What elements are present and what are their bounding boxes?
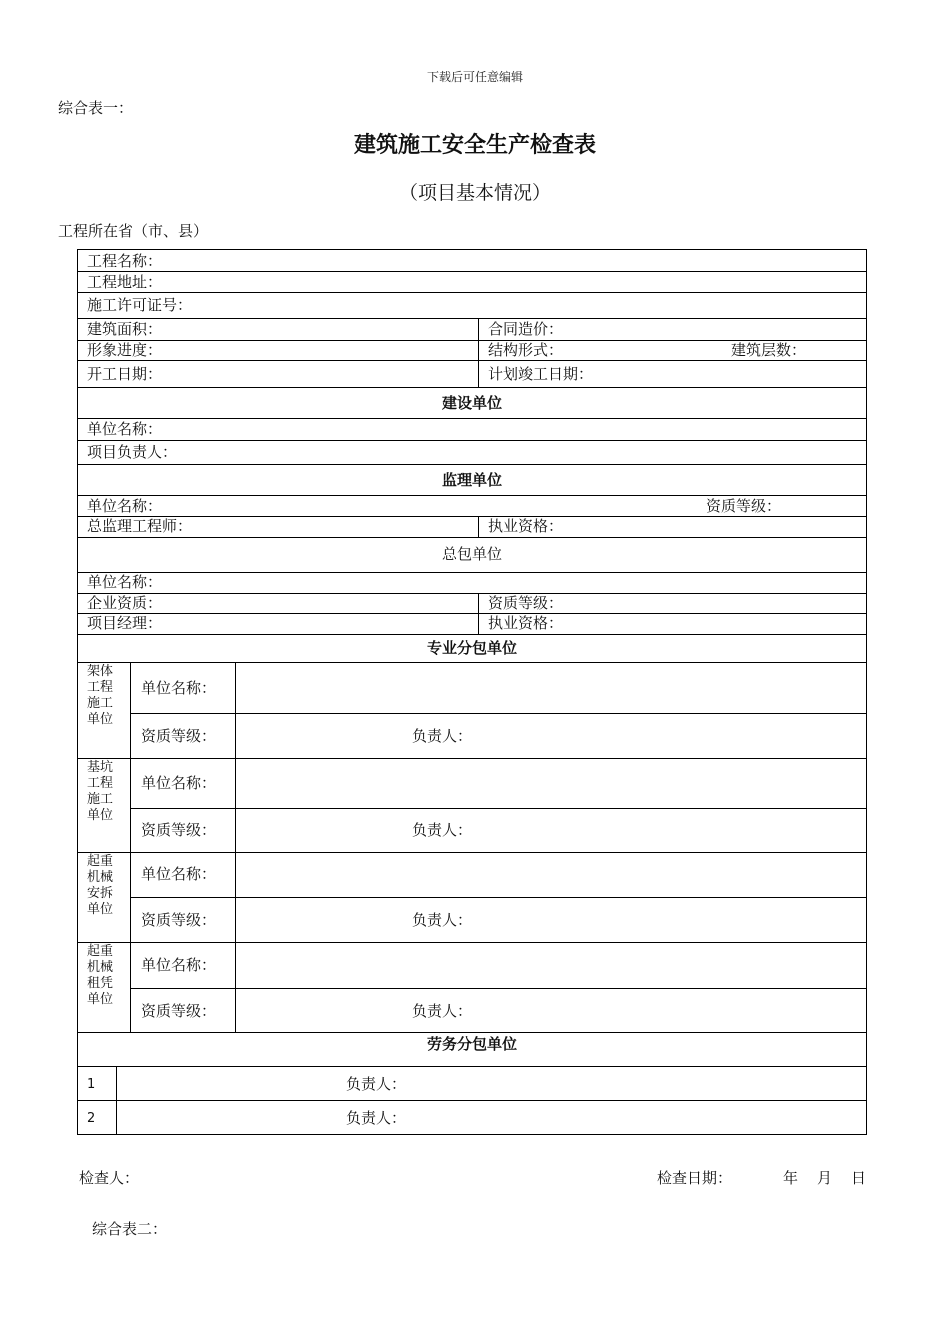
labor-section-header: 劳务分包单位 [426,1035,517,1053]
planned-completion-label: 计划竣工日期： [488,365,594,383]
building-area-label: 建筑面积： [87,320,163,338]
sheet-label-1: 综合表一： [58,99,134,117]
specialty-grade-label: 资质等级： [141,727,217,745]
project-manager-label: 项目经理： [87,614,163,632]
sheet-label-2: 综合表二： [92,1220,168,1238]
year-label: 年 [783,1169,799,1187]
owner-manager-label: 项目负责人： [87,443,178,461]
general-unit-name-label: 单位名称： [87,573,163,591]
specialty-group-label: 起重机械安拆单位 [87,854,114,917]
chief-supervisor-label: 总监理工程师： [87,517,193,535]
supervisor-unit-name-label: 单位名称： [87,497,163,515]
supervisor-grade-label: 资质等级： [706,497,782,515]
specialty-section-header: 专业分包单位 [426,639,517,657]
page-title: 建筑施工安全生产检查表 [353,133,596,158]
specialty-group-label: 架体工程施工单位 [87,664,114,727]
specialty-lead-label: 负责人： [412,821,473,839]
labor-row-number: 2 [87,1111,96,1126]
specialty-group-label: 起重机械租凭单位 [87,944,114,1007]
project-name-label: 工程名称： [87,252,163,270]
structure-type-label: 结构形式： [488,341,564,359]
supervisor-qualification-label: 执业资格： [488,517,564,535]
building-floors-label: 建筑层数： [731,341,807,359]
project-address-label: 工程地址： [87,273,163,291]
owner-section-header: 建设单位 [441,394,502,412]
contract-price-label: 合同造价： [488,320,564,338]
specialty-grade-label: 资质等级： [141,821,217,839]
specialty-unit-name-label: 单位名称： [141,774,217,792]
general-contractor-section-header: 总包单位 [441,545,502,563]
specialty-lead-label: 负责人： [412,727,473,745]
permit-number-label: 施工许可证号： [87,296,193,314]
month-label: 月 [817,1169,833,1187]
specialty-lead-label: 负责人： [412,911,473,929]
province-label: 工程所在省（市、县） [58,222,209,240]
owner-unit-name-label: 单位名称： [87,420,163,438]
labor-lead-label: 负责人： [346,1075,407,1093]
progress-label: 形象进度： [87,341,163,359]
day-label: 日 [851,1169,867,1187]
enterprise-qualification-label: 企业资质： [87,594,163,612]
download-note: 下载后可任意编辑 [426,70,523,84]
supervisor-section-header: 监理单位 [441,471,502,489]
specialty-unit-name-label: 单位名称： [141,679,217,697]
labor-row-number: 1 [87,1077,96,1092]
specialty-unit-name-label: 单位名称： [141,865,217,883]
general-qualification-label: 执业资格： [488,614,564,632]
inspector-label: 检查人： [79,1169,140,1187]
labor-lead-label: 负责人： [346,1109,407,1127]
specialty-unit-name-label: 单位名称： [141,956,217,974]
start-date-label: 开工日期： [87,365,163,383]
specialty-group-label: 基坑工程施工单位 [87,760,114,823]
specialty-lead-label: 负责人： [412,1002,473,1020]
specialty-grade-label: 资质等级： [141,1002,217,1020]
specialty-grade-label: 资质等级： [141,911,217,929]
page-subtitle: （项目基本情况） [398,182,551,204]
inspection-date-label: 检查日期： [657,1169,733,1187]
general-grade-label: 资质等级： [488,594,564,612]
